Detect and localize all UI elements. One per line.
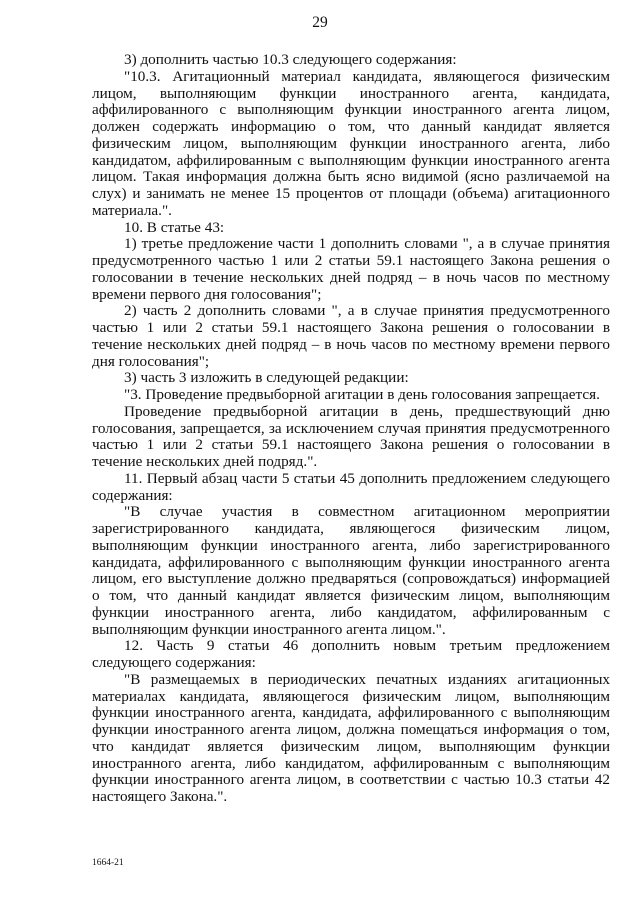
paragraph: 12. Часть 9 статьи 46 дополнить новым третьим предложением следующего содержания: [92, 637, 610, 671]
paragraph: "3. Проведение предвыборной агитации в день голосования запрещается. [124, 386, 600, 403]
paragraph: 3) часть 3 изложить в следующей редакции: [124, 369, 409, 387]
paragraph: 11. Первый абзац части 5 статьи 45 дополнить предложением следующего содержания: [92, 469, 610, 504]
paragraph: 1) третье предложение части 1 дополнить словами ", а в случае принятия предусмотренного частью 1 или 2 статьи 59.1 настоящего Закона решения о голосовании в течение нескольких дней подряд – в ночь часов по местному времени первого дня голосования"; [92, 235, 610, 303]
document-body [92, 52, 610, 806]
document-code: 1664-21 [92, 858, 124, 868]
paragraph: 10. В статье 43: [124, 218, 225, 236]
paragraph: "В случае участия в совместном агитационном мероприятии зарегистрированного кандидата, являющегося физическим лицом, выполняющим функции иностранного агента, либо зарегистрированного кандидата, аффилированного с выполняющим функции иностранного агента лицом, его выступление должно предваряться (сопровождаться) информацией о том, что данный кандидат является физическим лицом, выполняющим функции иностранного агента, либо кандидатом, аффилированным с выполняющим функции иностранного агента лицом.". [92, 503, 610, 638]
paragraph: 3) дополнить частью 10.3 следующего содержания: [124, 51, 457, 68]
page-number: 29 [312, 14, 328, 31]
paragraph: 2) часть 2 дополнить словами ", а в случае принятия предусмотренного частью 1 или 2 статьи 59.1 настоящего Закона решения о голосовании в течение нескольких дней подряд – в ночь часов по местному времени первого дня голосования"; [92, 302, 610, 370]
paragraph: Проведение предвыборной агитации в день, предшествующий дню голосования, запрещается, за исключением случая принятия предусмотренного частью 1 или 2 статьи 59.1 настоящего Закона решения о голосовании в течение нескольких дней подряд.". [92, 402, 610, 470]
paragraph: "В размещаемых в периодических печатных изданиях агитационных материалах кандидата, являющегося физическим лицом, выполняющим функции иностранного агента, кандидата, аффилированного с выполняющим функции иностранного агента лицом, должна помещаться информация о том, что кандидат является физическим лицом, выполняющим функции иностранного агента, либо кандидатом, аффилированным с выполняющим функции иностранного агента лицом, в соответствии с частью 10.3 статьи 42 настоящего Закона.". [92, 670, 610, 805]
paragraph: "10.3. Агитационный материал кандидата, являющегося физическим лицом, выполняющим функции иностранного агента, кандидата, аффилированного с выполняющим функции иностранного агента лицом, должен содержать информацию о том, что данный кандидат является физическим лицом, выполняющим функции иностранного агента, либо кандидатом, аффилированным с выполняющим функции иностранного агента лицом. Такая информация должна быть ясно видимой (ясно различаемой на слух) и занимать не менее 15 процентов от площади (объема) агитационного материала.". [92, 67, 610, 219]
